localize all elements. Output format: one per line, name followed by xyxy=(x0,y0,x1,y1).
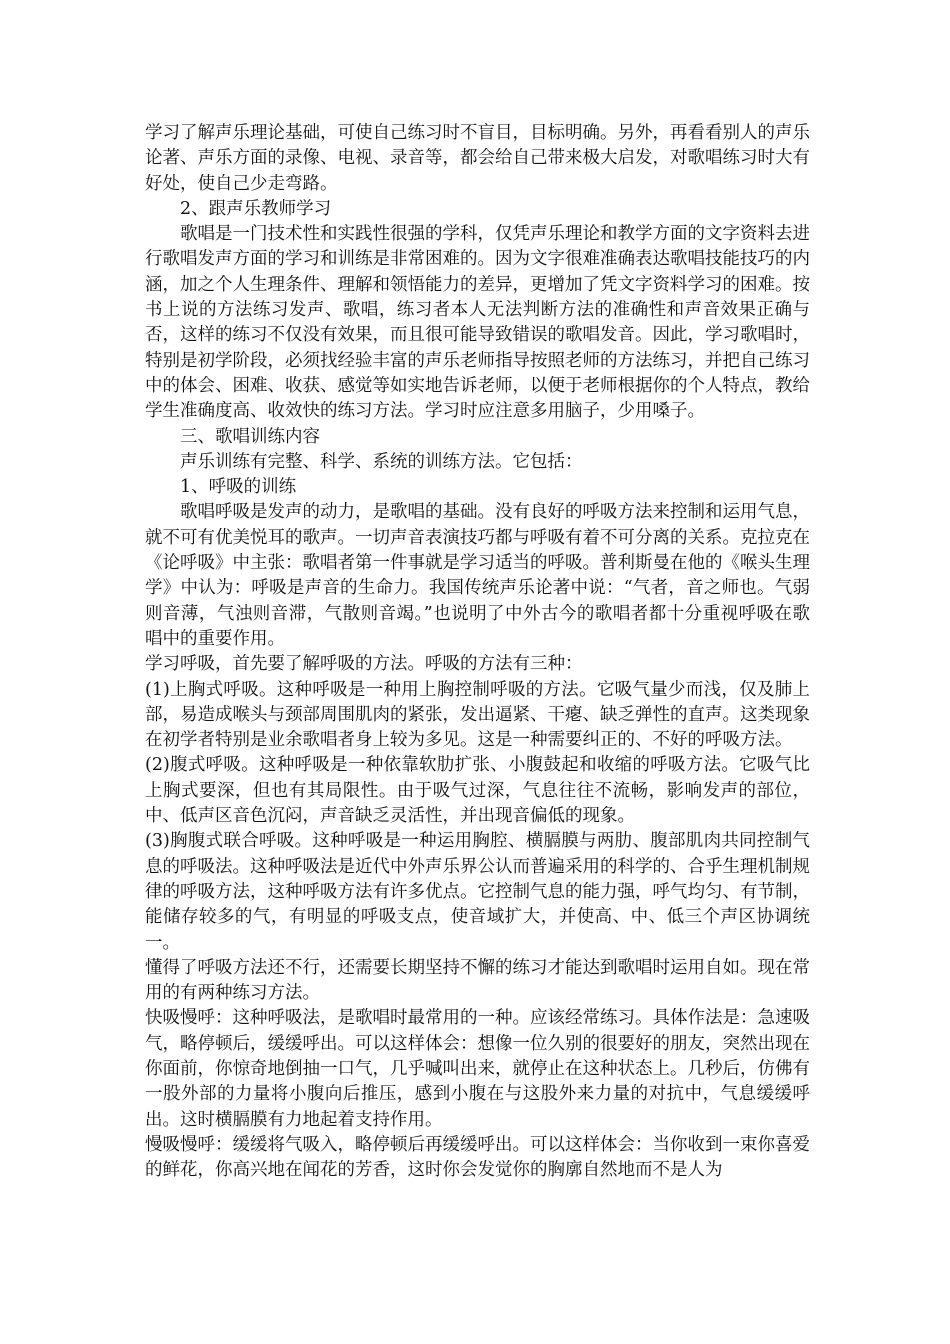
section-heading-training: 三、歌唱训练内容 xyxy=(180,426,320,447)
section-heading-teacher: 2、跟声乐教师学习 xyxy=(180,198,332,219)
document-body xyxy=(145,121,810,1183)
paragraph-training-intro: 声乐训练有完整、科学、系统的训练方法。它包括： xyxy=(180,451,583,472)
paragraph-breathing-methods: 学习呼吸，首先要了解呼吸的方法。呼吸的方法有三种： xyxy=(145,654,583,675)
paragraph-fast-inhale: 快吸慢呼：这种呼吸法，是歌唱时最常用的一种。应该经常练习。具体作法是：急速吸气，略停顿后，缓缓呼出。可以这样体会：想像一位久别的很要好的朋友，突然出现在你面前，你惊奇地倒抽一口气，几乎喊叫出来，就停止在这种状态上。几秒后，仿佛有一股外部的力量将小腹向后推压，感到小腹在与这股外来力量的对抗中，气息缓缓呼出。这时横膈膜有力地起着支持作用。 xyxy=(145,1008,810,1130)
paragraph-intro: 学习了解声乐理论基础，可使自己练习时不盲目，目标明确。另外，再看看别人的声乐论著、声乐方面的录像、电视、录音等，都会给自己带来极大启发，对歌唱练习时大有好处，使自己少走弯路。 xyxy=(145,123,810,194)
paragraph-slow-inhale: 慢吸慢呼：缓缓将气吸入，略停顿后再缓缓呼出。可以这样体会：当你收到一束你喜爱的鲜花，你高兴地在闻花的芳香，这时你会发觉你的胸廓自然地而不是人为 xyxy=(145,1134,810,1181)
paragraph-method-chest: (1)上胸式呼吸。这种呼吸是一种用上胸控制呼吸的方法。它吸气量少而浅，仅及肺上部，易造成喉头与颈部周围肌肉的紧张，发出逼紧、干瘪、缺乏弹性的直声。这类现象在初学者特别是业余歌唱者身上较为多见。这是一种需要纠正的、不好的呼吸方法。 xyxy=(145,679,810,751)
paragraph-method-combined: (3)胸腹式联合呼吸。这种呼吸是一种运用胸腔、横膈膜与两肋、腹部肌肉共同控制气息的呼吸法。这种呼吸法是近代中外声乐界公认而普遍采用的科学的、合乎生理机制规律的呼吸方法，这种呼吸方法有许多优点。它控制气息的能力强，呼气均匀、有节制，能储存较多的气，有明显的呼吸支点，使音域扩大，并使高、中、低三个声区协调统一。 xyxy=(145,831,810,953)
section-heading-breathing: 1、呼吸的训练 xyxy=(180,477,297,498)
paragraph-teacher: 歌唱是一门技术性和实践性很强的学科，仅凭声乐理论和教学方面的文字资料去进行歌唱发声方面的学习和训练是非常困难的。因为文字很难准确表达歌唱技能技巧的内涵，加之个人生理条件、理解和领悟能力的差异，更增加了凭文字资料学习的困难。按书上说的方法练习发声、歌唱，练习者本人无法判断方法的准确性和声音效果正确与否，这样的练习不仅没有效果，而且很可能导致错误的歌唱发音。因此，学习歌唱时，特别是初学阶段，必须找经验丰富的声乐老师指导按照老师的方法练习，并把自己练习中的体会、困难、收获、感觉等如实地告诉老师，以便于老师根据你的个人特点，教给学生准确度高、收效快的练习方法。学习时应注意多用脑子，少用嗓子。 xyxy=(145,224,810,422)
paragraph-method-abdominal: (2)腹式呼吸。这种呼吸是一种依靠软肋扩张、小腹鼓起和收缩的呼吸方法。它吸气比上胸式要深，但也有其局限性。由于吸气过深，气息往往不流畅，影响发声的部位，中、低声区音色沉闷，声音缺乏灵活性，并出现音偏低的现象。 xyxy=(145,755,810,827)
paragraph-practice: 懂得了呼吸方法还不行，还需要长期坚持不懈的练习才能达到歌唱时运用自如。现在常用的有两种练习方法。 xyxy=(145,957,810,1004)
paragraph-breathing: 歌唱呼吸是发声的动力，是歌唱的基础。没有良好的呼吸方法来控制和运用气息，就不可有优美悦耳的歌声。一切声音表演技巧都与呼吸有着不可分离的关系。克拉克在《论呼吸》中主张：歌唱者第一件事就是学习适当的呼吸。普利斯曼在他的《喉头生理学》中认为：呼吸是声音的生命力。我国传统声乐论著中说：“气者，音之师也。气弱则音薄，气浊则音滞，气散则音竭。”也说明了中外古今的歌唱者都十分重视呼吸在歌唱中的重要作用。 xyxy=(145,502,810,649)
